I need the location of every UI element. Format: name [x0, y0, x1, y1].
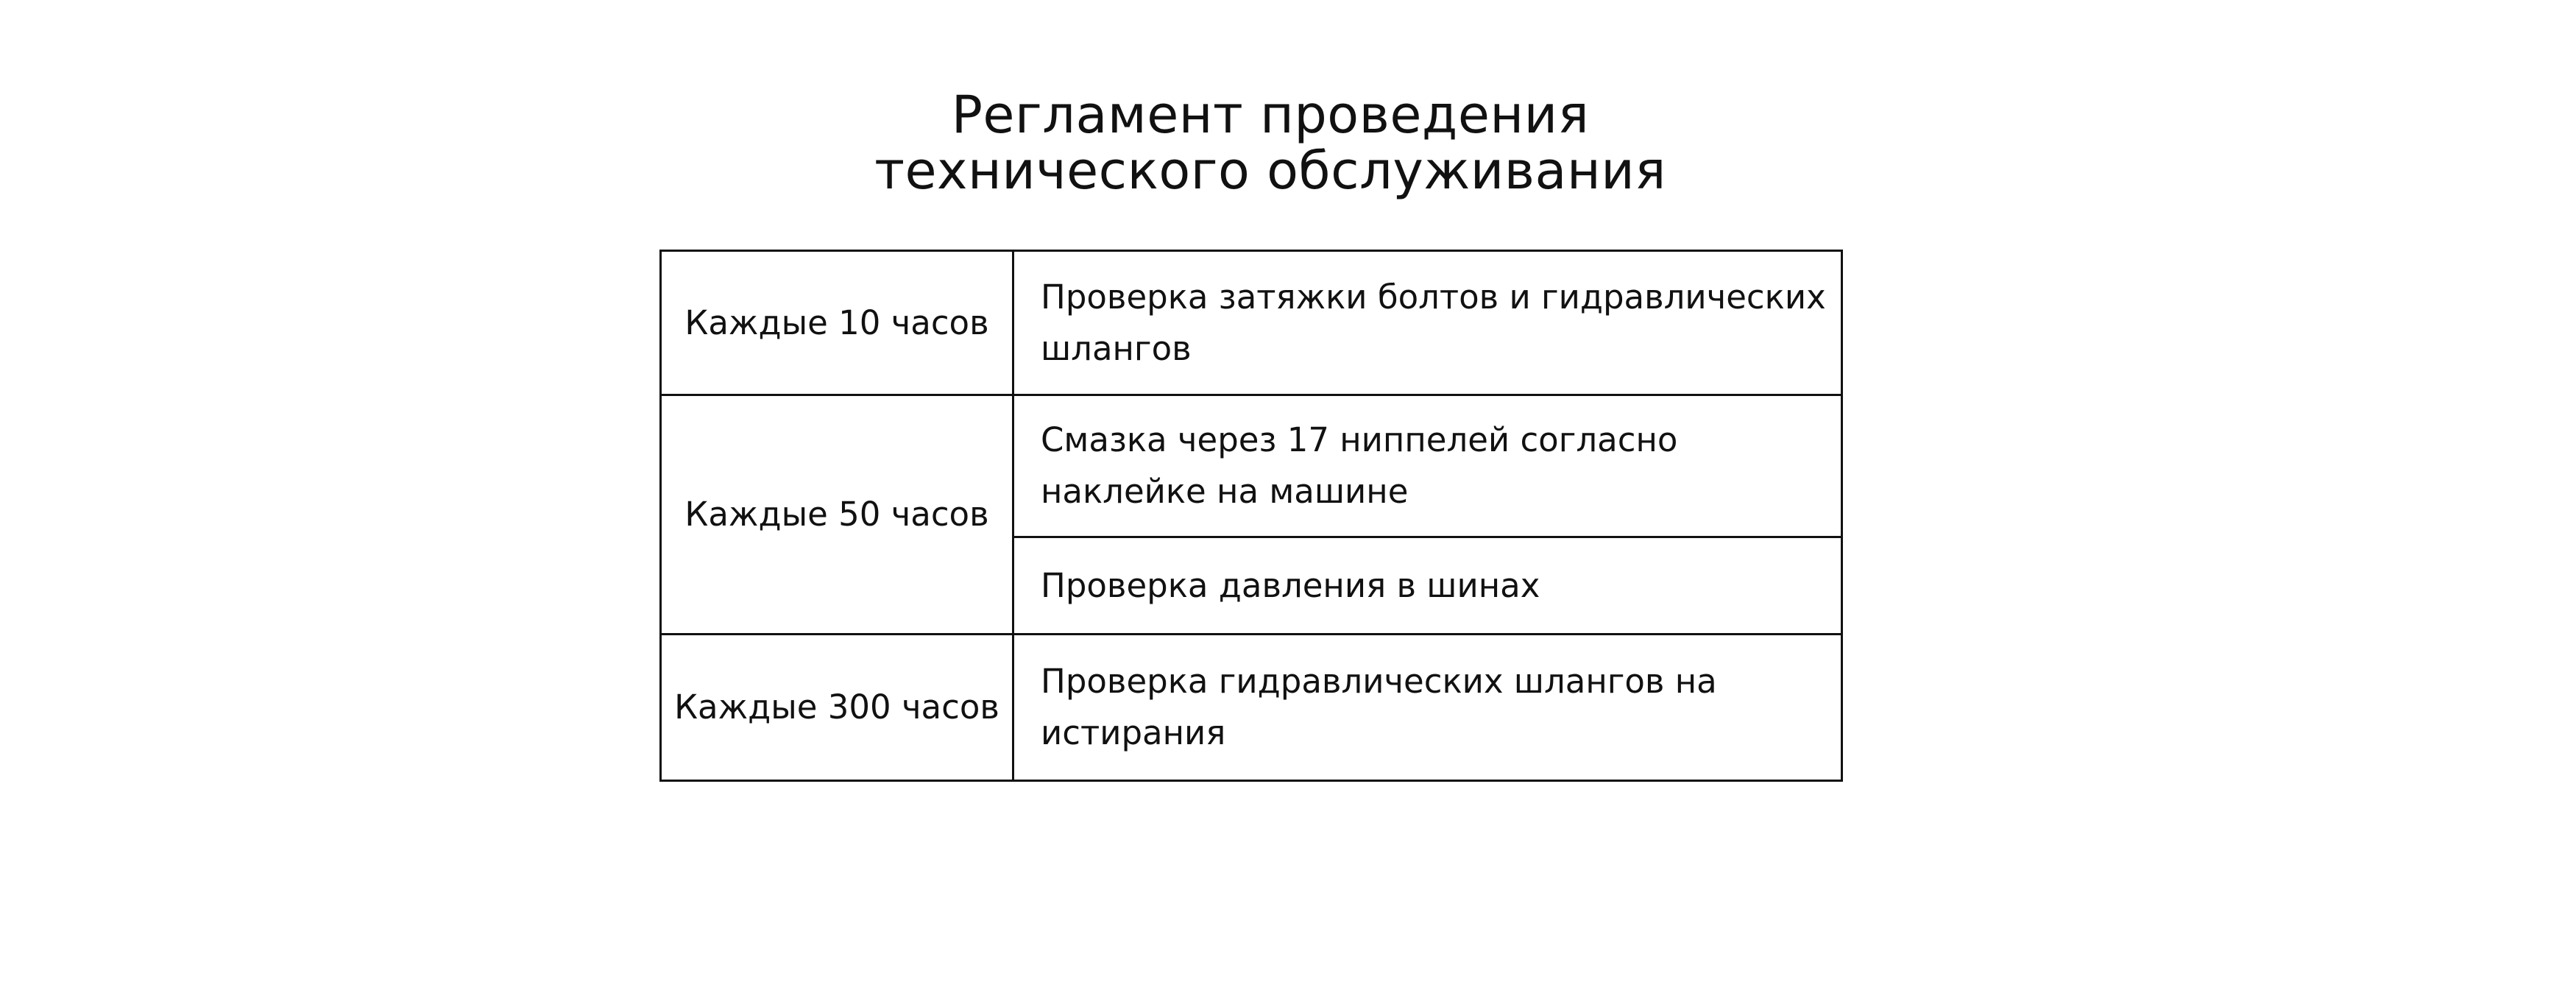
task-cell [1013, 395, 1842, 537]
interval-cell: Каждые 10 часов [661, 251, 1013, 395]
task-cell [1013, 251, 1842, 395]
task-text: Проверка давления в шинах [1041, 565, 1540, 605]
interval-cell: Каждые 300 часов [661, 635, 1013, 781]
table-row [661, 251, 1842, 395]
interval-cell: Каждые 50 часов [661, 395, 1013, 635]
task-cell [1013, 537, 1842, 635]
task-text: Проверка затяжки болтов и гидравлических шлангов [1041, 277, 1826, 368]
task-text: Проверка гидравлических шлангов на истирания [1041, 662, 1717, 752]
page-title [0, 87, 2541, 199]
table-row [661, 635, 1842, 781]
page-title-line-2: технического обслуживания [874, 141, 1666, 201]
maintenance-schedule-table [659, 250, 1843, 782]
task-text: Смазка через 17 ниппелей согласно наклейке на машине [1041, 420, 1678, 511]
table-row [661, 395, 1842, 537]
page-title-line-1: Регламент проведения [951, 85, 1590, 145]
task-cell [1013, 635, 1842, 781]
